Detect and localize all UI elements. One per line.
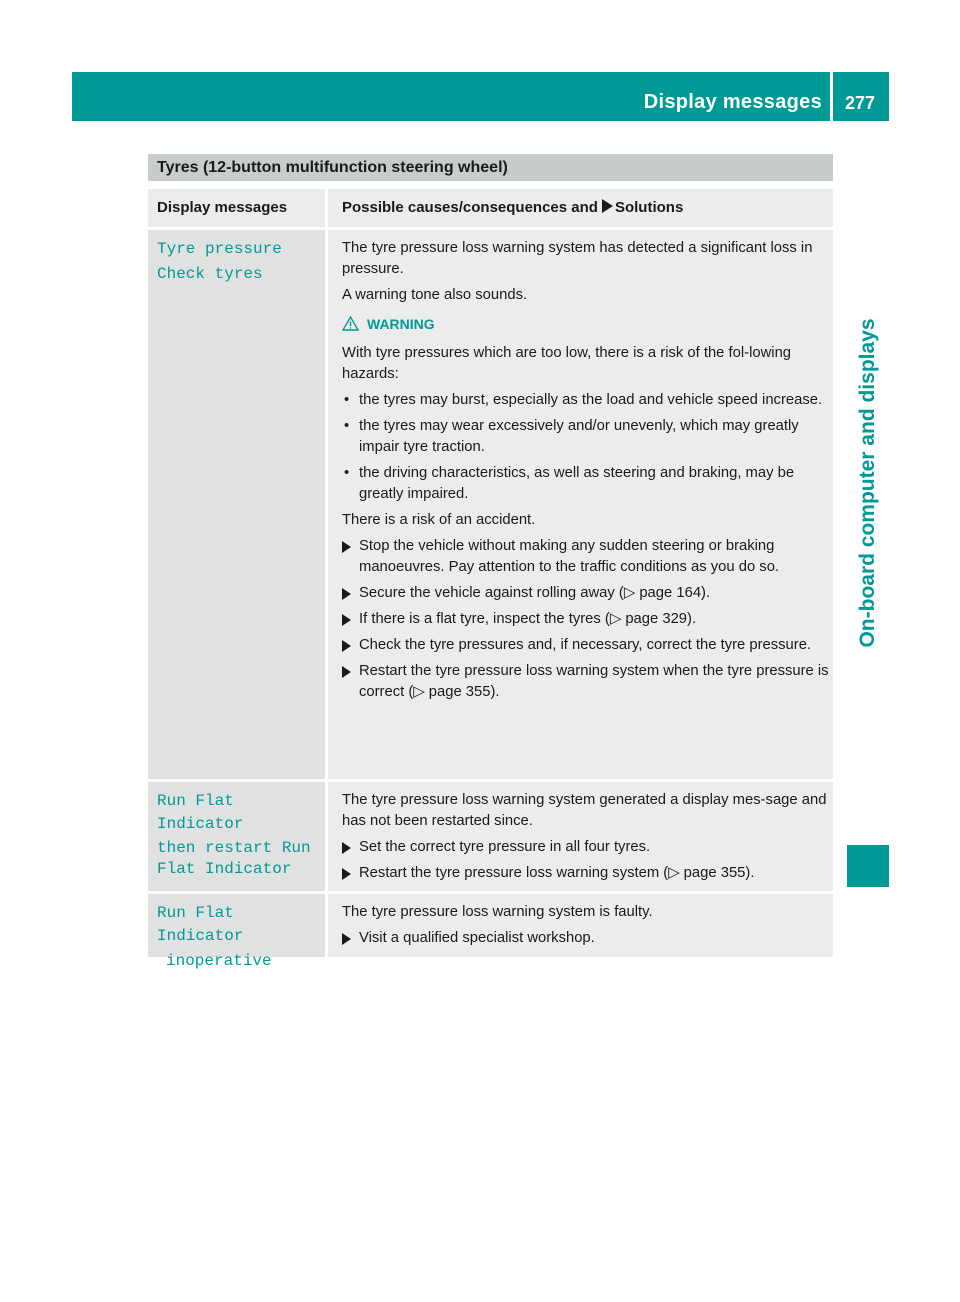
action-arrow-icon bbox=[602, 199, 613, 213]
solution-cell bbox=[325, 230, 833, 779]
display-message-line: Run Flat Indicator bbox=[157, 792, 244, 833]
column-header-messages: Display messages bbox=[157, 199, 288, 216]
solution-step: Check the tyre pressures and, if necessary, correct the tyre pressure. bbox=[342, 635, 829, 656]
warning-triangle-icon bbox=[342, 316, 359, 331]
message-cell bbox=[148, 230, 325, 779]
section-title: Display messages bbox=[643, 91, 822, 113]
chapter-tab-label: On-board computer and displays bbox=[856, 318, 879, 648]
display-message-line: Check tyres bbox=[157, 265, 263, 283]
hazard-item: • the tyres may burst, especially as the load and vehicle speed increase. bbox=[342, 390, 829, 411]
table-row bbox=[148, 230, 833, 779]
table-title: Tyres (12-button multifunction steering wheel) bbox=[148, 154, 833, 181]
message-cell bbox=[148, 782, 325, 891]
display-message-line: Flat Indicator bbox=[157, 860, 292, 878]
page-number: 277 bbox=[844, 93, 876, 113]
solution-cell bbox=[325, 782, 833, 891]
cause-text: The tyre pressure loss warning system is faulty. bbox=[342, 904, 653, 920]
display-message-line: Tyre pressure bbox=[157, 240, 282, 258]
solution-step: Stop the vehicle without making any sudden steering or braking manoeuvres. Pay attention to the traffic conditions as you do so. bbox=[342, 536, 829, 578]
solution-step: Visit a qualified specialist workshop. bbox=[342, 928, 829, 949]
table-row bbox=[148, 782, 833, 891]
hazard-item: • the driving characteristics, as well as steering and braking, may be greatly impaired. bbox=[342, 463, 829, 505]
solution-cell bbox=[325, 894, 833, 957]
cause-text: The tyre pressure loss warning system generated a display mes-sage and has not been restarted since. bbox=[342, 792, 827, 829]
chapter-marker bbox=[847, 845, 889, 887]
solution-step: If there is a flat tyre, inspect the tyres (▷ page 329). bbox=[342, 609, 829, 630]
table-row bbox=[148, 894, 833, 970]
cause-text: The tyre pressure loss warning system has detected a significant loss in pressure. bbox=[342, 240, 813, 277]
warning-text: With tyre pressures which are too low, there is a risk of the fol-lowing hazards: bbox=[342, 345, 792, 382]
table-header-row bbox=[148, 189, 833, 227]
hazard-item: • the tyres may wear excessively and/or unevenly, which may greatly impair tyre traction. bbox=[342, 416, 829, 458]
display-message-line: inoperative bbox=[166, 952, 272, 970]
message-cell bbox=[148, 894, 325, 970]
accident-text: There is a risk of an accident. bbox=[342, 512, 536, 528]
solution-step: Secure the vehicle against rolling away (▷ page 164). bbox=[342, 583, 829, 604]
solution-step: Set the correct tyre pressure in all four tyres. bbox=[342, 837, 829, 858]
display-messages-table bbox=[148, 154, 833, 970]
column-header-causes: Possible causes/consequences and Solutions bbox=[325, 189, 833, 227]
warning-heading: WARNING bbox=[342, 314, 829, 335]
solution-step: Restart the tyre pressure loss warning system when the tyre pressure is correct (▷ page 355). bbox=[342, 661, 829, 703]
header-divider bbox=[830, 72, 833, 121]
display-message-line: Run Flat Indicator bbox=[157, 904, 244, 945]
display-message-line: then restart Run bbox=[157, 839, 311, 857]
chapter-tab bbox=[847, 128, 889, 838]
solution-step: Restart the tyre pressure loss warning system (▷ page 355). bbox=[342, 863, 829, 884]
cause-text: A warning tone also sounds. bbox=[342, 287, 528, 303]
